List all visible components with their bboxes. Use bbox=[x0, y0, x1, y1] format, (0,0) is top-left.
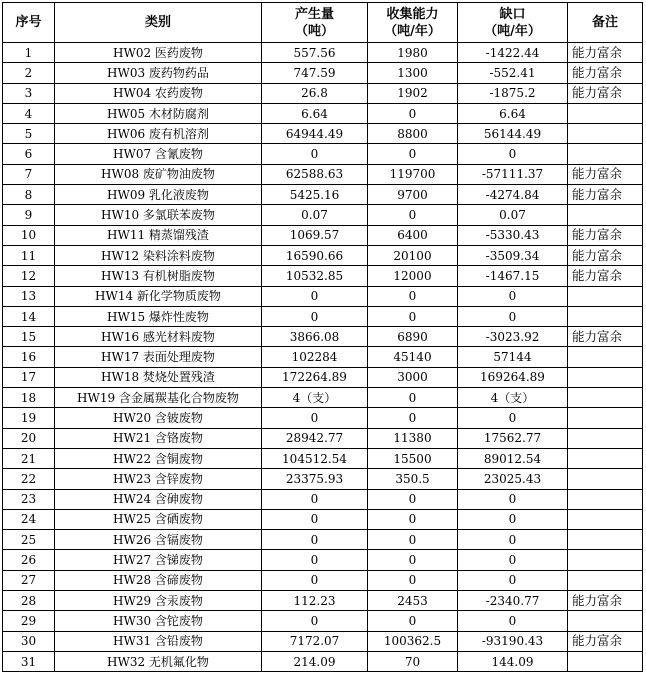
cell-gap: 0.07 bbox=[458, 205, 568, 225]
cell-gap: 89012.54 bbox=[458, 448, 568, 468]
cell-production: 0 bbox=[262, 489, 368, 509]
cell-note: 能力富余 bbox=[568, 185, 643, 205]
cell-index: 9 bbox=[3, 205, 55, 225]
cell-gap: -3023.92 bbox=[458, 327, 568, 347]
table-row bbox=[3, 225, 643, 245]
cell-note bbox=[568, 550, 643, 570]
cell-index: 31 bbox=[3, 651, 55, 671]
cell-capacity: 2453 bbox=[368, 591, 458, 611]
cell-note: 能力富余 bbox=[568, 83, 643, 103]
table-row bbox=[3, 408, 643, 428]
cell-category: HW05 木材防腐剂 bbox=[55, 103, 262, 123]
cell-capacity: 20100 bbox=[368, 245, 458, 265]
table-row bbox=[3, 611, 643, 631]
cell-capacity: 0 bbox=[368, 144, 458, 164]
cell-note bbox=[568, 124, 643, 144]
cell-gap: -57111.37 bbox=[458, 164, 568, 184]
cell-capacity: 0 bbox=[368, 286, 458, 306]
cell-capacity: 0 bbox=[368, 530, 458, 550]
cell-capacity: 45140 bbox=[368, 347, 458, 367]
cell-category: HW32 无机氟化物 bbox=[55, 651, 262, 671]
cell-category: HW25 含硒废物 bbox=[55, 509, 262, 529]
cell-index: 8 bbox=[3, 185, 55, 205]
cell-gap: -3509.34 bbox=[458, 245, 568, 265]
cell-gap: 169264.89 bbox=[458, 367, 568, 387]
header-gap-line1: 缺口 bbox=[499, 6, 526, 22]
table-row bbox=[3, 185, 643, 205]
cell-capacity: 8800 bbox=[368, 124, 458, 144]
cell-capacity: 1980 bbox=[368, 43, 458, 63]
cell-index: 13 bbox=[3, 286, 55, 306]
table-row bbox=[3, 103, 643, 123]
cell-index: 20 bbox=[3, 428, 55, 448]
cell-gap: -1467.15 bbox=[458, 266, 568, 286]
cell-category: HW07 含氰废物 bbox=[55, 144, 262, 164]
table-body bbox=[3, 43, 643, 672]
cell-category: HW22 含铜废物 bbox=[55, 448, 262, 468]
cell-capacity: 9700 bbox=[368, 185, 458, 205]
cell-index: 3 bbox=[3, 83, 55, 103]
cell-note: 能力富余 bbox=[568, 225, 643, 245]
cell-index: 17 bbox=[3, 367, 55, 387]
header-gap bbox=[458, 3, 568, 43]
table-row bbox=[3, 327, 643, 347]
cell-capacity: 1300 bbox=[368, 63, 458, 83]
cell-category: HW10 多氯联苯废物 bbox=[55, 205, 262, 225]
cell-index: 23 bbox=[3, 489, 55, 509]
table-row bbox=[3, 591, 643, 611]
cell-index: 18 bbox=[3, 388, 55, 408]
cell-note: 能力富余 bbox=[568, 266, 643, 286]
cell-production: 16590.66 bbox=[262, 245, 368, 265]
header-capacity bbox=[368, 3, 458, 43]
cell-category: HW31 含铅废物 bbox=[55, 631, 262, 651]
cell-gap: 17562.77 bbox=[458, 428, 568, 448]
cell-index: 16 bbox=[3, 347, 55, 367]
cell-production: 0 bbox=[262, 611, 368, 631]
cell-index: 29 bbox=[3, 611, 55, 631]
cell-note: 能力富余 bbox=[568, 327, 643, 347]
table-row bbox=[3, 448, 643, 468]
cell-capacity: 3000 bbox=[368, 367, 458, 387]
cell-index: 25 bbox=[3, 530, 55, 550]
hazardous-waste-table bbox=[2, 2, 643, 672]
cell-category: HW09 乳化液废物 bbox=[55, 185, 262, 205]
cell-production: 0 bbox=[262, 144, 368, 164]
cell-category: HW11 精蒸馏残渣 bbox=[55, 225, 262, 245]
cell-index: 6 bbox=[3, 144, 55, 164]
table-row bbox=[3, 245, 643, 265]
cell-gap: 0 bbox=[458, 509, 568, 529]
cell-production: 172264.89 bbox=[262, 367, 368, 387]
cell-production: 102284 bbox=[262, 347, 368, 367]
table-row bbox=[3, 347, 643, 367]
table-row bbox=[3, 530, 643, 550]
cell-production: 62588.63 bbox=[262, 164, 368, 184]
cell-capacity: 350.5 bbox=[368, 469, 458, 489]
cell-category: HW26 含镉废物 bbox=[55, 530, 262, 550]
table-row bbox=[3, 43, 643, 63]
cell-gap: 0 bbox=[458, 408, 568, 428]
cell-note bbox=[568, 448, 643, 468]
cell-capacity: 11380 bbox=[368, 428, 458, 448]
table-row bbox=[3, 631, 643, 651]
cell-index: 12 bbox=[3, 266, 55, 286]
cell-index: 30 bbox=[3, 631, 55, 651]
cell-note bbox=[568, 530, 643, 550]
cell-production: 0 bbox=[262, 306, 368, 326]
cell-production: 0 bbox=[262, 509, 368, 529]
table-row bbox=[3, 266, 643, 286]
cell-gap: 0 bbox=[458, 570, 568, 590]
table-row bbox=[3, 306, 643, 326]
cell-gap: 144.09 bbox=[458, 651, 568, 671]
cell-capacity: 0 bbox=[368, 489, 458, 509]
cell-index: 15 bbox=[3, 327, 55, 347]
cell-production: 4（支） bbox=[262, 388, 368, 408]
cell-note: 能力富余 bbox=[568, 164, 643, 184]
cell-production: 557.56 bbox=[262, 43, 368, 63]
cell-gap: 4（支） bbox=[458, 388, 568, 408]
table-row bbox=[3, 428, 643, 448]
cell-capacity: 0 bbox=[368, 611, 458, 631]
cell-capacity: 0 bbox=[368, 509, 458, 529]
cell-production: 0 bbox=[262, 408, 368, 428]
cell-production: 747.59 bbox=[262, 63, 368, 83]
table-row bbox=[3, 286, 643, 306]
cell-category: HW27 含锑废物 bbox=[55, 550, 262, 570]
table-row bbox=[3, 164, 643, 184]
cell-capacity: 0 bbox=[368, 103, 458, 123]
header-category: 类别 bbox=[55, 3, 262, 43]
cell-note bbox=[568, 347, 643, 367]
cell-gap: -5330.43 bbox=[458, 225, 568, 245]
cell-index: 24 bbox=[3, 509, 55, 529]
header-gap-line2: （吨/年） bbox=[484, 23, 541, 39]
cell-note: 能力富余 bbox=[568, 43, 643, 63]
cell-capacity: 15500 bbox=[368, 448, 458, 468]
cell-note bbox=[568, 469, 643, 489]
cell-capacity: 6400 bbox=[368, 225, 458, 245]
cell-category: HW20 含铍废物 bbox=[55, 408, 262, 428]
cell-capacity: 1902 bbox=[368, 83, 458, 103]
cell-production: 0.07 bbox=[262, 205, 368, 225]
cell-production: 3866.08 bbox=[262, 327, 368, 347]
cell-gap: 0 bbox=[458, 306, 568, 326]
cell-capacity: 6890 bbox=[368, 327, 458, 347]
cell-note bbox=[568, 651, 643, 671]
cell-note bbox=[568, 144, 643, 164]
cell-category: HW23 含锌废物 bbox=[55, 469, 262, 489]
cell-index: 19 bbox=[3, 408, 55, 428]
cell-capacity: 0 bbox=[368, 570, 458, 590]
cell-capacity: 0 bbox=[368, 408, 458, 428]
table-row bbox=[3, 651, 643, 671]
cell-gap: -1875.2 bbox=[458, 83, 568, 103]
cell-production: 6.64 bbox=[262, 103, 368, 123]
cell-capacity: 0 bbox=[368, 388, 458, 408]
header-production bbox=[262, 3, 368, 43]
cell-capacity: 12000 bbox=[368, 266, 458, 286]
cell-category: HW12 染料涂料废物 bbox=[55, 245, 262, 265]
cell-index: 22 bbox=[3, 469, 55, 489]
cell-category: HW17 表面处理废物 bbox=[55, 347, 262, 367]
table-row bbox=[3, 124, 643, 144]
cell-category: HW18 焚烧处置残渣 bbox=[55, 367, 262, 387]
cell-note: 能力富余 bbox=[568, 591, 643, 611]
cell-index: 14 bbox=[3, 306, 55, 326]
cell-index: 10 bbox=[3, 225, 55, 245]
cell-category: HW19 含金属羰基化合物废物 bbox=[55, 388, 262, 408]
cell-index: 5 bbox=[3, 124, 55, 144]
cell-category: HW21 含铬废物 bbox=[55, 428, 262, 448]
cell-gap: 0 bbox=[458, 611, 568, 631]
cell-gap: 23025.43 bbox=[458, 469, 568, 489]
cell-gap: -93190.43 bbox=[458, 631, 568, 651]
header-capacity-line2: （吨/年） bbox=[384, 23, 441, 39]
cell-category: HW30 含铊废物 bbox=[55, 611, 262, 631]
cell-note bbox=[568, 306, 643, 326]
cell-note bbox=[568, 286, 643, 306]
table-row bbox=[3, 509, 643, 529]
cell-gap: -2340.77 bbox=[458, 591, 568, 611]
cell-category: HW13 有机树脂废物 bbox=[55, 266, 262, 286]
table-row bbox=[3, 63, 643, 83]
cell-gap: -1422.44 bbox=[458, 43, 568, 63]
cell-gap: 0 bbox=[458, 550, 568, 570]
cell-production: 112.23 bbox=[262, 591, 368, 611]
cell-production: 0 bbox=[262, 570, 368, 590]
cell-category: HW08 废矿物油废物 bbox=[55, 164, 262, 184]
header-production-line2: （吨） bbox=[294, 23, 334, 39]
cell-gap: -4274.84 bbox=[458, 185, 568, 205]
cell-index: 21 bbox=[3, 448, 55, 468]
cell-production: 104512.54 bbox=[262, 448, 368, 468]
header-index: 序号 bbox=[3, 3, 55, 43]
header-production-line1: 产生量 bbox=[294, 6, 334, 22]
cell-production: 28942.77 bbox=[262, 428, 368, 448]
cell-gap: 0 bbox=[458, 489, 568, 509]
cell-category: HW04 农药废物 bbox=[55, 83, 262, 103]
cell-production: 7172.07 bbox=[262, 631, 368, 651]
cell-gap: 56144.49 bbox=[458, 124, 568, 144]
cell-production: 1069.57 bbox=[262, 225, 368, 245]
cell-gap: -552.41 bbox=[458, 63, 568, 83]
header-note: 备注 bbox=[568, 3, 643, 43]
cell-capacity: 119700 bbox=[368, 164, 458, 184]
cell-production: 0 bbox=[262, 530, 368, 550]
table-row bbox=[3, 144, 643, 164]
cell-index: 11 bbox=[3, 245, 55, 265]
cell-production: 64944.49 bbox=[262, 124, 368, 144]
cell-note bbox=[568, 489, 643, 509]
cell-gap: 0 bbox=[458, 530, 568, 550]
table-row bbox=[3, 489, 643, 509]
table-row bbox=[3, 205, 643, 225]
cell-note bbox=[568, 103, 643, 123]
cell-note: 能力富余 bbox=[568, 631, 643, 651]
cell-category: HW15 爆炸性废物 bbox=[55, 306, 262, 326]
cell-index: 26 bbox=[3, 550, 55, 570]
cell-production: 10532.85 bbox=[262, 266, 368, 286]
cell-note bbox=[568, 408, 643, 428]
cell-production: 214.09 bbox=[262, 651, 368, 671]
cell-capacity: 70 bbox=[368, 651, 458, 671]
cell-category: HW28 含碲废物 bbox=[55, 570, 262, 590]
cell-category: HW03 废药物药品 bbox=[55, 63, 262, 83]
cell-note: 能力富余 bbox=[568, 245, 643, 265]
cell-category: HW24 含砷废物 bbox=[55, 489, 262, 509]
cell-index: 4 bbox=[3, 103, 55, 123]
cell-production: 23375.93 bbox=[262, 469, 368, 489]
table-row bbox=[3, 367, 643, 387]
cell-category: HW14 新化学物质废物 bbox=[55, 286, 262, 306]
cell-note bbox=[568, 509, 643, 529]
cell-note: 能力富余 bbox=[568, 63, 643, 83]
cell-production: 5425.16 bbox=[262, 185, 368, 205]
table-row bbox=[3, 550, 643, 570]
table-row bbox=[3, 83, 643, 103]
cell-capacity: 0 bbox=[368, 205, 458, 225]
cell-index: 1 bbox=[3, 43, 55, 63]
cell-production: 0 bbox=[262, 550, 368, 570]
cell-category: HW02 医药废物 bbox=[55, 43, 262, 63]
table-row bbox=[3, 570, 643, 590]
cell-capacity: 100362.5 bbox=[368, 631, 458, 651]
table-row bbox=[3, 469, 643, 489]
cell-note bbox=[568, 388, 643, 408]
cell-note bbox=[568, 570, 643, 590]
cell-note bbox=[568, 428, 643, 448]
cell-note bbox=[568, 205, 643, 225]
header-row bbox=[3, 3, 643, 43]
cell-note bbox=[568, 367, 643, 387]
cell-gap: 0 bbox=[458, 286, 568, 306]
cell-gap: 0 bbox=[458, 144, 568, 164]
cell-capacity: 0 bbox=[368, 306, 458, 326]
cell-category: HW16 感光材料废物 bbox=[55, 327, 262, 347]
cell-index: 27 bbox=[3, 570, 55, 590]
cell-production: 26.8 bbox=[262, 83, 368, 103]
cell-note bbox=[568, 611, 643, 631]
cell-capacity: 0 bbox=[368, 550, 458, 570]
cell-gap: 6.64 bbox=[458, 103, 568, 123]
cell-index: 2 bbox=[3, 63, 55, 83]
cell-index: 28 bbox=[3, 591, 55, 611]
cell-category: HW29 含汞废物 bbox=[55, 591, 262, 611]
cell-index: 7 bbox=[3, 164, 55, 184]
table-row bbox=[3, 388, 643, 408]
header-capacity-line1: 收集能力 bbox=[386, 6, 439, 22]
cell-gap: 57144 bbox=[458, 347, 568, 367]
cell-production: 0 bbox=[262, 286, 368, 306]
cell-category: HW06 废有机溶剂 bbox=[55, 124, 262, 144]
